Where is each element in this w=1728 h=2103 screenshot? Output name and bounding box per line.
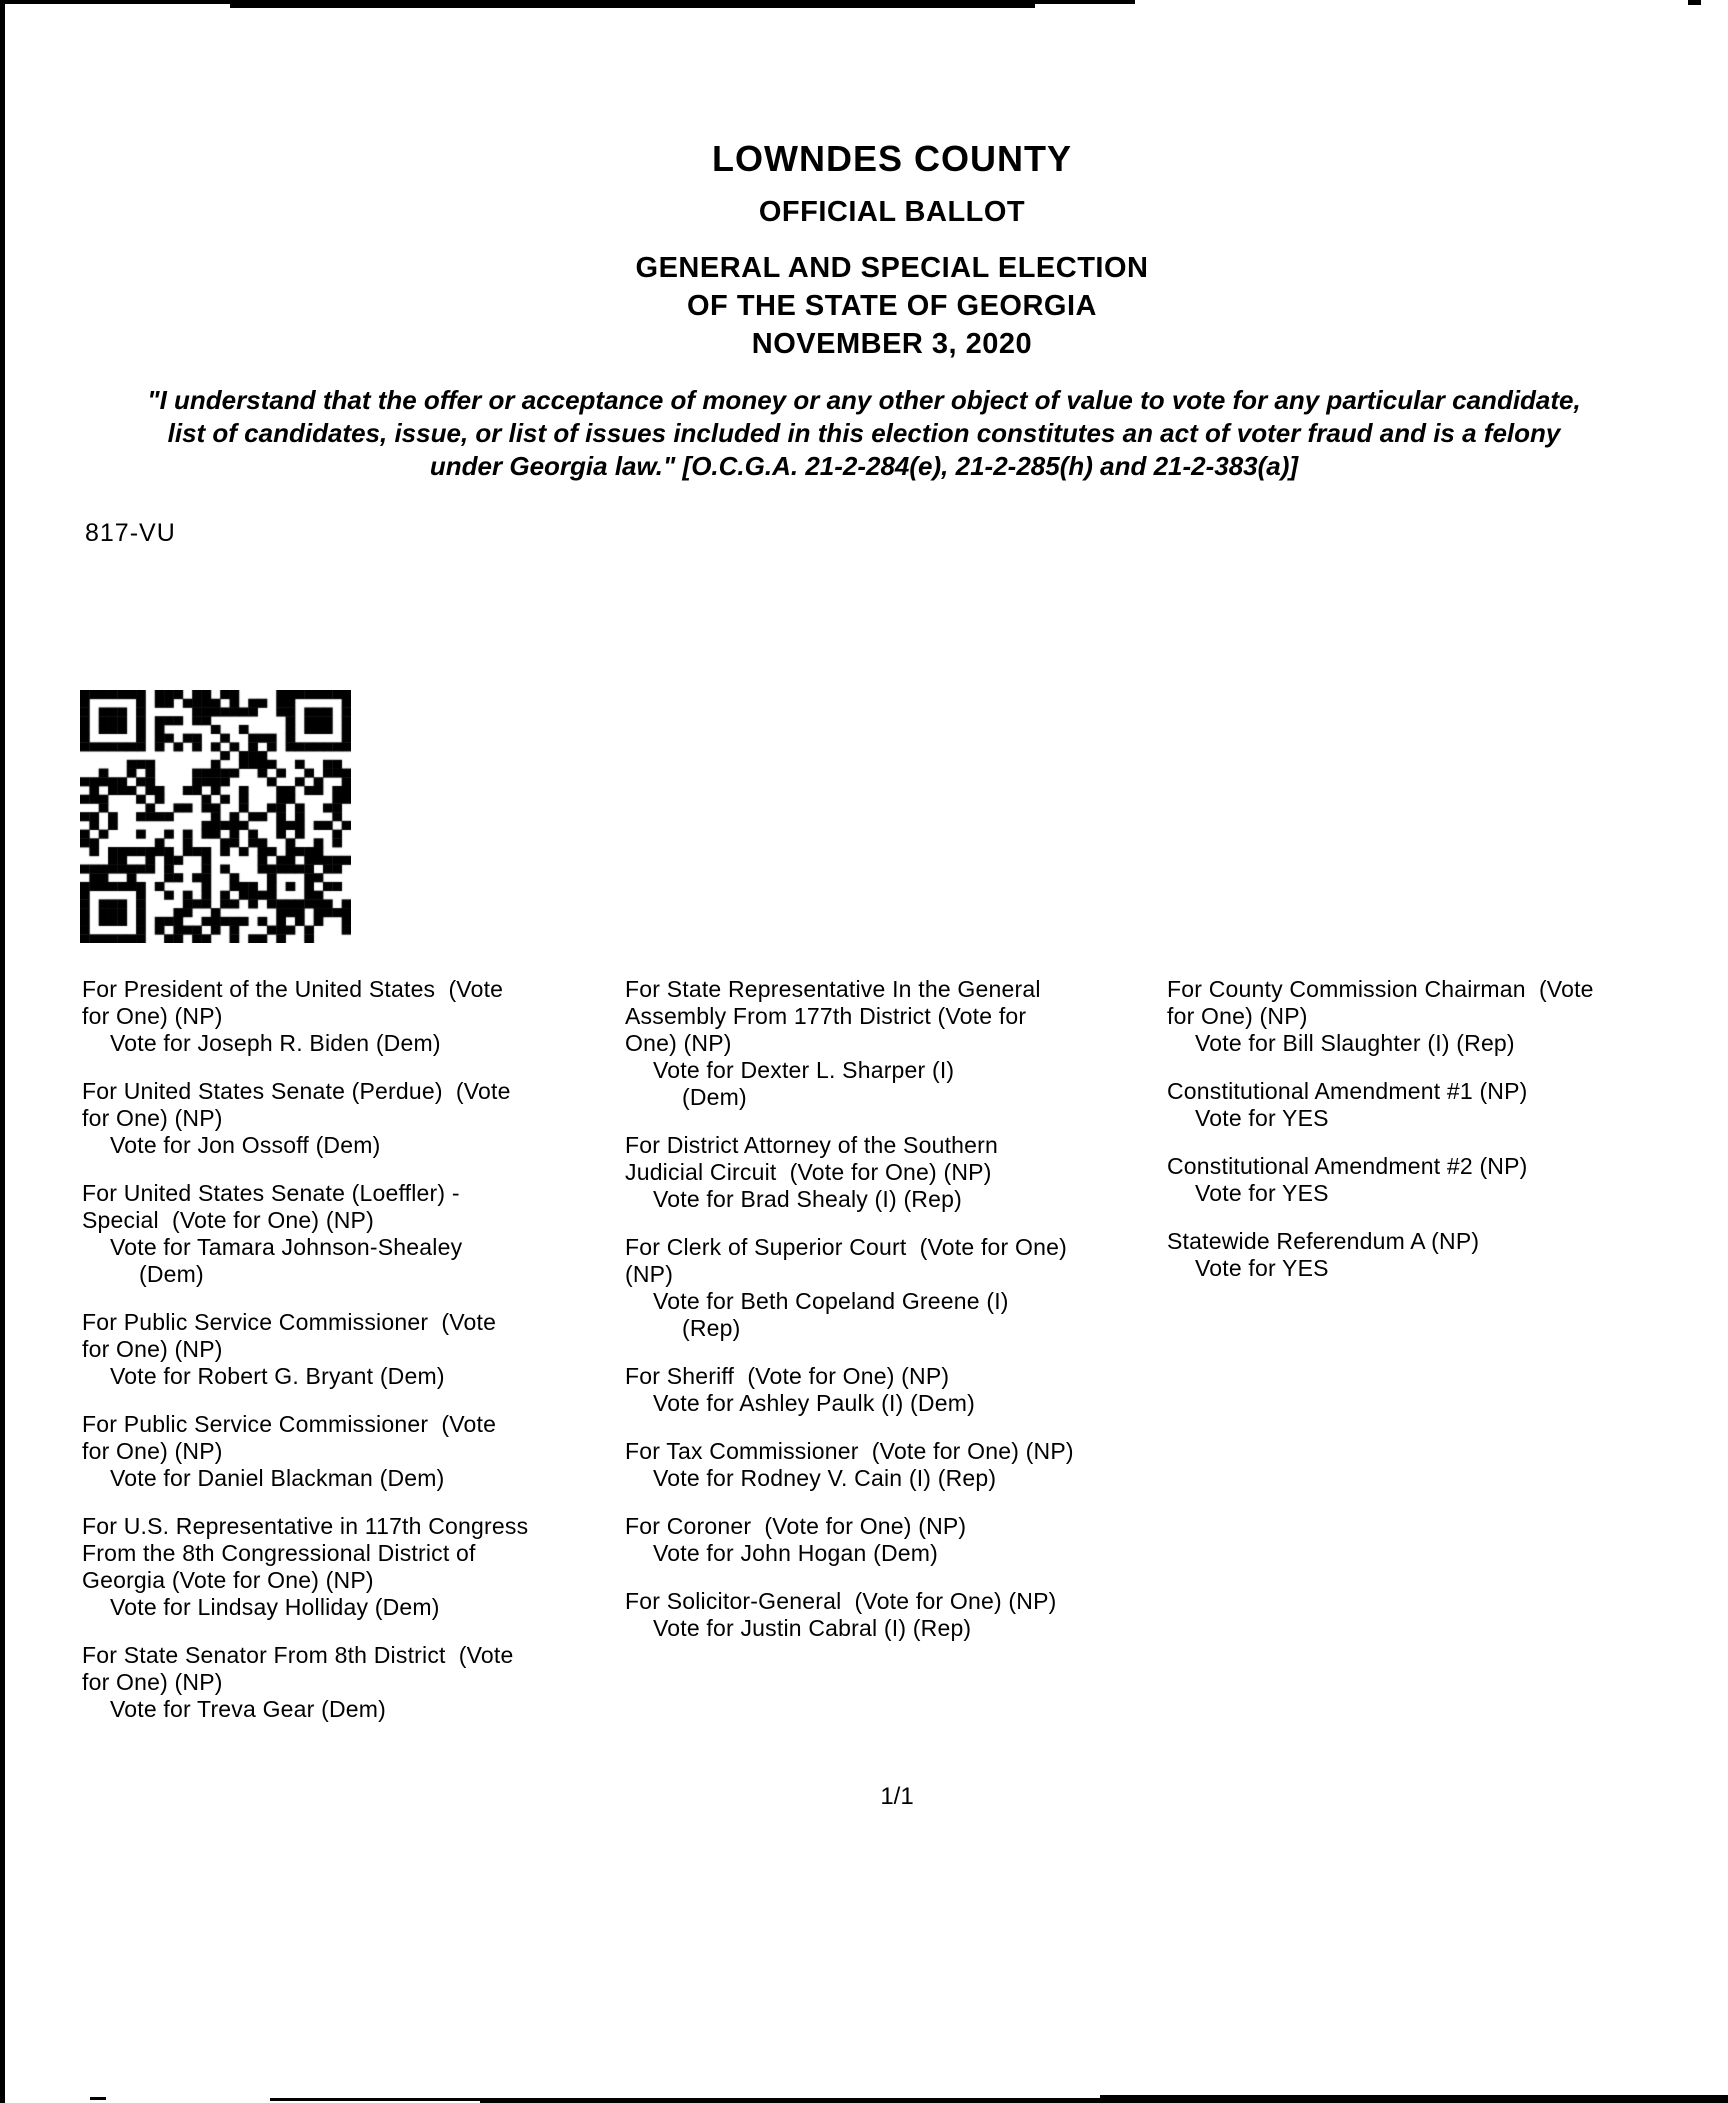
vote-selection-line: Vote for Tamara Johnson-Shealey bbox=[110, 1234, 463, 1260]
scan-artifact-bottom-bar bbox=[1100, 2095, 1728, 2103]
vote-selection-line: Vote for Justin Cabral (I) (Rep) bbox=[653, 1615, 972, 1641]
vote-selection-line: Vote for YES bbox=[1195, 1180, 1329, 1206]
vote-selection-line: Vote for YES bbox=[1195, 1105, 1329, 1131]
vote-selection-line: Vote for YES bbox=[1195, 1255, 1329, 1281]
contest bbox=[1167, 1153, 1707, 1207]
vote-selection-line: Vote for Brad Shealy (I) (Rep) bbox=[653, 1186, 962, 1212]
contest bbox=[625, 1363, 1165, 1417]
contest-office-line: For U.S. Representative in 117th Congress bbox=[82, 1513, 529, 1539]
vote-selection-line: (Dem) bbox=[682, 1084, 747, 1110]
election-title-line: NOVEMBER 3, 2020 bbox=[751, 328, 1033, 360]
contest bbox=[82, 1078, 622, 1159]
vote-selection-line: Vote for Rodney V. Cain (I) (Rep) bbox=[653, 1465, 997, 1491]
scan-artifact-bottom-bar bbox=[90, 2097, 106, 2100]
contest-office-line: For Sheriff (Vote for One) (NP) bbox=[625, 1363, 950, 1389]
page-number: 1/1 bbox=[880, 1783, 914, 1810]
contest-office-line: for One) (NP) bbox=[82, 1336, 223, 1362]
contest-office-line: Statewide Referendum A (NP) bbox=[1167, 1228, 1480, 1254]
contest bbox=[82, 1309, 622, 1390]
vote-selection-line: Vote for Joseph R. Biden (Dem) bbox=[110, 1030, 441, 1056]
contest bbox=[625, 1588, 1165, 1642]
contest-office-line: Assembly From 177th District (Vote for bbox=[625, 1003, 1027, 1029]
scan-artifact-top-mark bbox=[1688, 0, 1701, 5]
contest-office-line: For District Attorney of the Southern bbox=[625, 1132, 999, 1158]
vote-selection-line: Vote for Bill Slaughter (I) (Rep) bbox=[1195, 1030, 1515, 1056]
contest-office-line: From the 8th Congressional District of bbox=[82, 1540, 476, 1566]
scan-artifact-bottom-bar bbox=[480, 2098, 1100, 2103]
disclaimer-line: list of candidates, issue, or list of issues included in this election constitutes an act of voter fraud and is a felony bbox=[167, 418, 1561, 448]
contest bbox=[82, 976, 622, 1057]
contest-office-line: For Tax Commissioner (Vote for One) (NP) bbox=[625, 1438, 1074, 1464]
qr-code-icon bbox=[80, 690, 351, 943]
county-title: LOWNDES COUNTY bbox=[712, 138, 1072, 179]
contest-office-line: (NP) bbox=[625, 1261, 674, 1287]
contest bbox=[1167, 976, 1707, 1057]
contest-office-line: For County Commission Chairman (Vote bbox=[1167, 976, 1594, 1002]
contest-office-line: For Solicitor-General (Vote for One) (NP) bbox=[625, 1588, 1057, 1614]
contest-office-line: for One) (NP) bbox=[82, 1105, 223, 1131]
contest-office-line: For Public Service Commissioner (Vote bbox=[82, 1309, 497, 1335]
disclaimer-line: under Georgia law." [O.C.G.A. 21-2-284(e), 21-2-285(h) and 21-2-383(a)] bbox=[429, 451, 1299, 481]
vote-selection-line: (Dem) bbox=[139, 1261, 204, 1287]
contest-office-line: for One) (NP) bbox=[82, 1438, 223, 1464]
contest-office-line: For United States Senate (Loeffler) - bbox=[82, 1180, 460, 1206]
scan-artifact-left-edge bbox=[0, 0, 5, 2103]
contest-office-line: For State Representative In the General bbox=[625, 976, 1041, 1002]
contest-office-line: Georgia (Vote for One) (NP) bbox=[82, 1567, 374, 1593]
election-title bbox=[56, 249, 1728, 363]
ballot-type-title: OFFICIAL BALLOT bbox=[758, 196, 1026, 228]
contest-office-line: For Coroner (Vote for One) (NP) bbox=[625, 1513, 967, 1539]
contest-office-line: for One) (NP) bbox=[82, 1669, 223, 1695]
contest-office-line: For State Senator From 8th District (Vote bbox=[82, 1642, 514, 1668]
contest-column-1 bbox=[82, 976, 622, 1744]
contest-office-line: For President of the United States (Vote bbox=[82, 976, 504, 1002]
contest-column-3 bbox=[1167, 976, 1707, 1303]
contest-office-line: Constitutional Amendment #2 (NP) bbox=[1167, 1153, 1528, 1179]
contest bbox=[1167, 1228, 1707, 1282]
contest bbox=[625, 1438, 1165, 1492]
contest bbox=[82, 1180, 622, 1288]
vote-selection-line: Vote for Robert G. Bryant (Dem) bbox=[110, 1363, 445, 1389]
contest bbox=[625, 976, 1165, 1111]
contest-office-line: Special (Vote for One) (NP) bbox=[82, 1207, 374, 1233]
contest bbox=[82, 1642, 622, 1723]
contest-office-line: For Clerk of Superior Court (Vote for One) bbox=[625, 1234, 1067, 1260]
vote-selection-line: Vote for Daniel Blackman (Dem) bbox=[110, 1465, 445, 1491]
ballot-header bbox=[56, 138, 1728, 363]
vote-selection-line: Vote for Beth Copeland Greene (I) bbox=[653, 1288, 1009, 1314]
scan-artifact-top-bar bbox=[1035, 0, 1135, 4]
contest-office-line: for One) (NP) bbox=[82, 1003, 223, 1029]
contest-office-line: One) (NP) bbox=[625, 1030, 732, 1056]
contest-column-2 bbox=[625, 976, 1165, 1663]
contest bbox=[1167, 1078, 1707, 1132]
vote-selection-line: Vote for Jon Ossoff (Dem) bbox=[110, 1132, 381, 1158]
contest bbox=[82, 1513, 622, 1621]
vote-selection-line: Vote for Ashley Paulk (I) (Dem) bbox=[653, 1390, 975, 1416]
contest-office-line: for One) (NP) bbox=[1167, 1003, 1308, 1029]
election-title-line: GENERAL AND SPECIAL ELECTION bbox=[635, 252, 1149, 284]
election-title-line: OF THE STATE OF GEORGIA bbox=[687, 290, 1097, 322]
contest bbox=[625, 1234, 1165, 1342]
vote-selection-line: Vote for Treva Gear (Dem) bbox=[110, 1696, 386, 1722]
contest bbox=[82, 1411, 622, 1492]
vote-selection-line: Vote for Lindsay Holliday (Dem) bbox=[110, 1594, 440, 1620]
ballot-style-code: 817-VU bbox=[85, 519, 176, 547]
contest-office-line: Judicial Circuit (Vote for One) (NP) bbox=[625, 1159, 992, 1185]
contest bbox=[625, 1132, 1165, 1213]
vote-selection-line: Vote for Dexter L. Sharper (I) bbox=[653, 1057, 955, 1083]
contest-office-line: For United States Senate (Perdue) (Vote bbox=[82, 1078, 511, 1104]
vote-selection-line: (Rep) bbox=[682, 1315, 741, 1341]
vote-selection-line: Vote for John Hogan (Dem) bbox=[653, 1540, 938, 1566]
contest-office-line: Constitutional Amendment #1 (NP) bbox=[1167, 1078, 1528, 1104]
scan-artifact-bottom-bar bbox=[270, 2098, 480, 2101]
disclaimer-line: "I understand that the offer or acceptance of money or any other object of value to vote for any particular candidate, bbox=[147, 385, 1581, 415]
voter-fraud-disclaimer bbox=[0, 384, 1728, 483]
scan-artifact-top-bar bbox=[230, 0, 1035, 8]
contest bbox=[625, 1513, 1165, 1567]
contest-office-line: For Public Service Commissioner (Vote bbox=[82, 1411, 497, 1437]
